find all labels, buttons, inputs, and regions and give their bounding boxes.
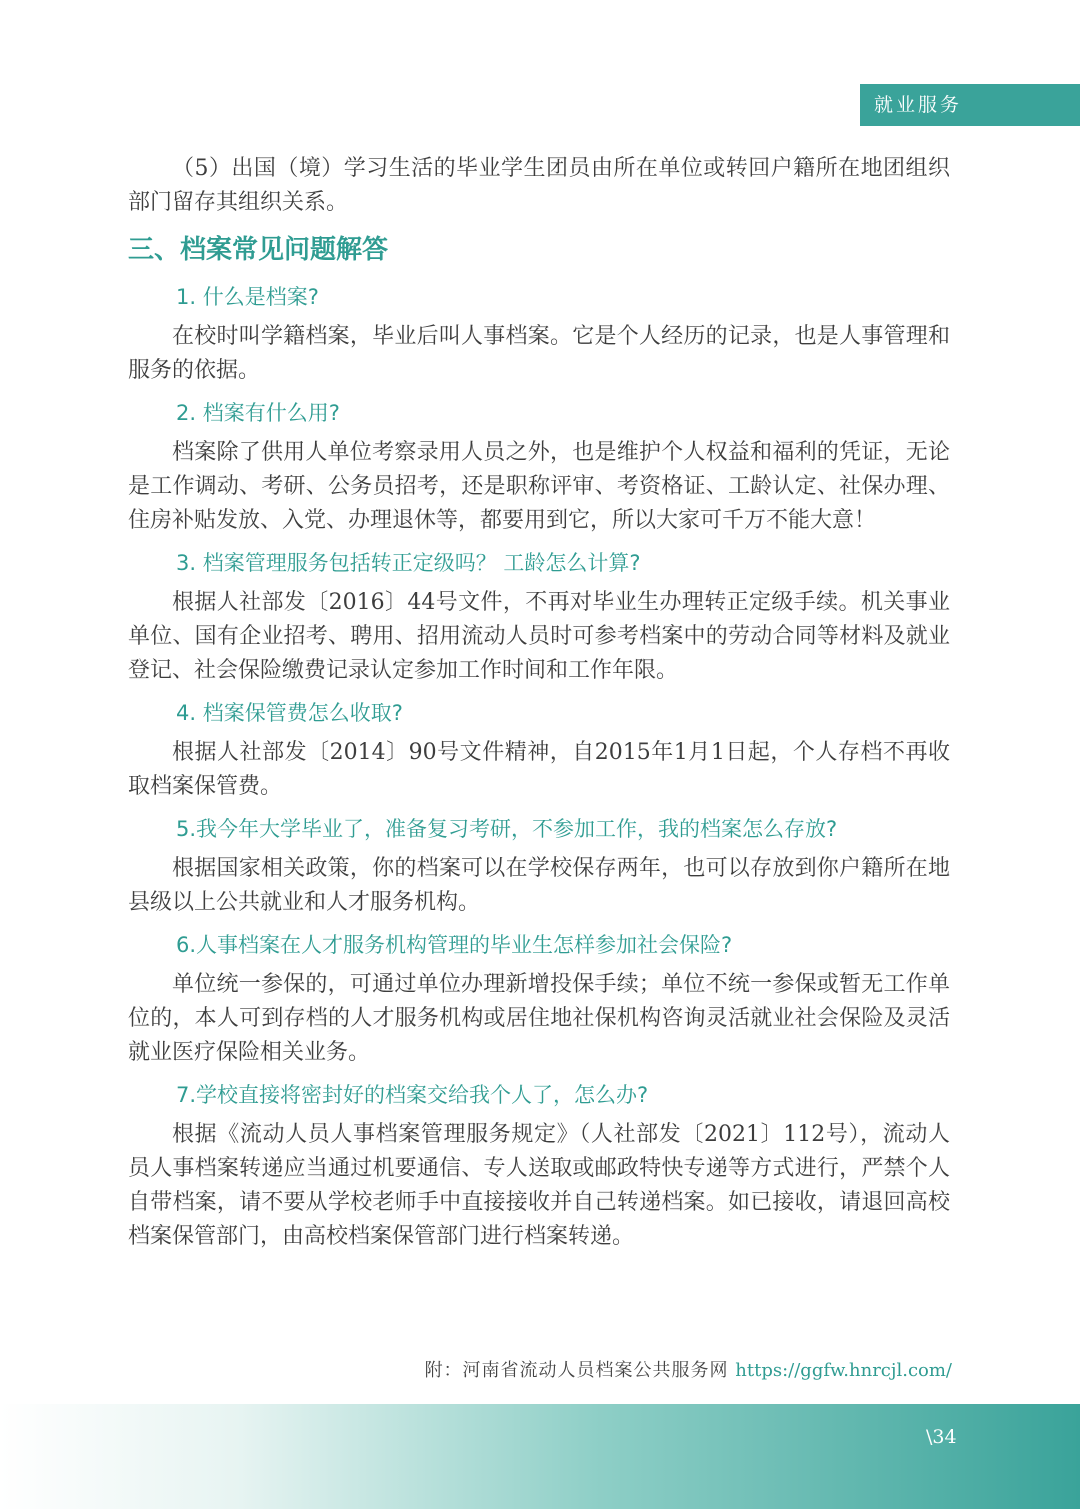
question-5: 5.我今年大学毕业了，准备复习考研，不参加工作，我的档案怎么存放?: [176, 817, 838, 841]
answer-4: 根据人社部发〔2014〕90号文件精神，自2015年1月1日起，个人存档不再收取档案保管费。: [128, 740, 950, 799]
question-6: 6.人事档案在人才服务机构管理的毕业生怎样参加社会保险?: [176, 933, 733, 957]
section-heading: 三、档案常见问题解答: [128, 235, 389, 265]
answer-1: 在校时叫学籍档案，毕业后叫人事档案。它是个人经历的记录，也是人事管理和服务的依据。: [128, 324, 950, 383]
question-1: 1. 什么是档案?: [176, 285, 319, 309]
intro-paragraph: （5）出国（境）学习生活的毕业学生团员由所在单位或转回户籍所在地团组织部门留存其组织关系。: [128, 156, 950, 215]
page-number: \34: [926, 1426, 957, 1448]
answer-6: 单位统一参保的，可通过单位办理新增投保手续；单位不统一参保或暂无工作单位的，本人可到存档的人才服务机构或居住地社保机构咨询灵活就业社会保险及灵活就业医疗保险相关业务。: [128, 972, 950, 1065]
question-3: 3. 档案管理服务包括转正定级吗？ 工龄怎么计算?: [176, 551, 641, 575]
answer-3: 根据人社部发〔2016〕44号文件，不再对毕业生办理转正定级手续。机关事业单位、国有企业招考、聘用、招用流动人员时可参考档案中的劳动合同等材料及就业登记、社会保险缴费记录认定参加工作时间和工作年限。: [128, 590, 950, 683]
question-2: 2. 档案有什么用?: [176, 401, 340, 425]
question-7: 7.学校直接将密封好的档案交给我个人了，怎么办?: [176, 1083, 649, 1107]
answer-2: 档案除了供用人单位考察录用人员之外，也是维护个人权益和福利的凭证，无论是工作调动、考研、公务员招考，还是职称评审、考资格证、工龄认定、社保办理、住房补贴发放、入党、办理退休等，都要用到它，所以大家可千万不能大意！: [128, 440, 950, 533]
answer-7: 根据《流动人员人事档案管理服务规定》（人社部发〔2021〕112号），流动人员人事档案转递应当通过机要通信、专人送取或邮政特快专递等方式进行，严禁个人自带档案，请不要从学校老师手中直接接收并自己转递档案。如已接收，请退回高校档案保管部门，由高校档案保管部门进行档案转递。: [128, 1122, 950, 1249]
footer-band: [0, 1404, 1080, 1509]
answer-5: 根据国家相关政策，你的档案可以在学校保存两年，也可以存放到你户籍所在地县级以上公共就业和人才服务机构。: [128, 856, 950, 915]
footnote-label: 附：河南省流动人员档案公共服务网: [424, 1360, 729, 1381]
footnote-link[interactable]: https://ggfw.hnrcjl.com/: [735, 1360, 952, 1381]
question-4: 4. 档案保管费怎么收取?: [176, 701, 403, 725]
page-content: [128, 152, 950, 1254]
footnote: [425, 1356, 952, 1386]
section-tag: 就业服务: [860, 84, 1080, 126]
